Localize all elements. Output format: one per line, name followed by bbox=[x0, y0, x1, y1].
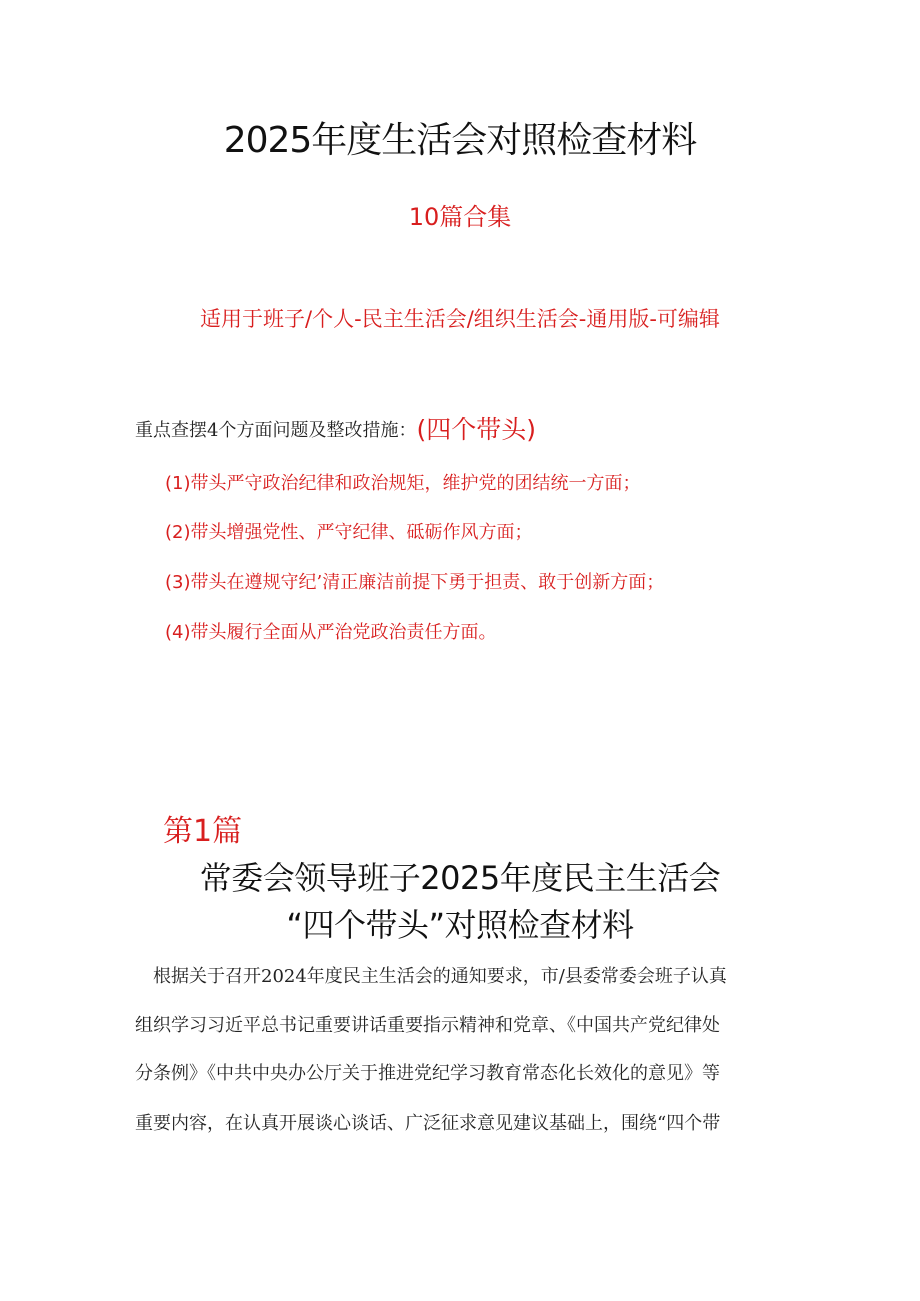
document-subtitle: 10篇合集 bbox=[408, 203, 512, 231]
focus-point-4 bbox=[165, 618, 497, 644]
article-title-line-1: 常委会领导班子2025年度民主生活会 bbox=[199, 859, 721, 897]
focus-point-1 bbox=[165, 469, 641, 495]
applicability-note: 适用于班子/个人-民主生活会/组织生活会-通用版-可编辑 bbox=[200, 307, 720, 331]
focus-point-text: 带头严守政治纪律和政治规矩，维护党的团结统一方面； bbox=[190, 473, 641, 494]
body-text-line: 组织学习习近平总书记重要讲话重要指示精神和党章、《中国共产党纪律处 bbox=[135, 1015, 720, 1036]
focus-point-number: (1) bbox=[165, 473, 191, 494]
focus-point-number: (2) bbox=[165, 522, 191, 543]
focus-point-text: 带头履行全面从严治党政治责任方面。 bbox=[190, 622, 497, 643]
document-title: 2025年度生活会对照检查材料 bbox=[223, 120, 697, 161]
focus-point-3 bbox=[165, 568, 664, 594]
focus-point-number: (3) bbox=[165, 572, 191, 593]
focus-point-text: 带头在遵规守纪’清正廉洁前提下勇于担责、敢于创新方面； bbox=[190, 572, 665, 593]
body-text-line: 分条例》《中共中央办公厅关于推进党纪学习教育常态化长效化的意见》等 bbox=[135, 1063, 720, 1084]
body-text-line: 重要内容，在认真开展谈心谈话、广泛征求意见建议基础上，围绕“四个带 bbox=[135, 1113, 721, 1134]
body-text-line: 根据关于召开2024年度民主生活会的通知要求，市/县委常委会班子认真 bbox=[153, 966, 727, 987]
article-title-line-2: “四个带头”对照检查材料 bbox=[286, 906, 634, 944]
focus-point-2 bbox=[165, 518, 533, 544]
four-leads-highlight: (四个带头) bbox=[416, 415, 536, 444]
focus-intro bbox=[135, 410, 536, 446]
focus-intro-text: 重点查摆4个方面问题及整改措施： bbox=[135, 420, 417, 441]
focus-point-number: (4) bbox=[165, 622, 191, 643]
part-label: 第1篇 bbox=[163, 814, 243, 849]
focus-point-text: 带头增强党性、严守纪律、砥砺作风方面； bbox=[190, 522, 533, 543]
